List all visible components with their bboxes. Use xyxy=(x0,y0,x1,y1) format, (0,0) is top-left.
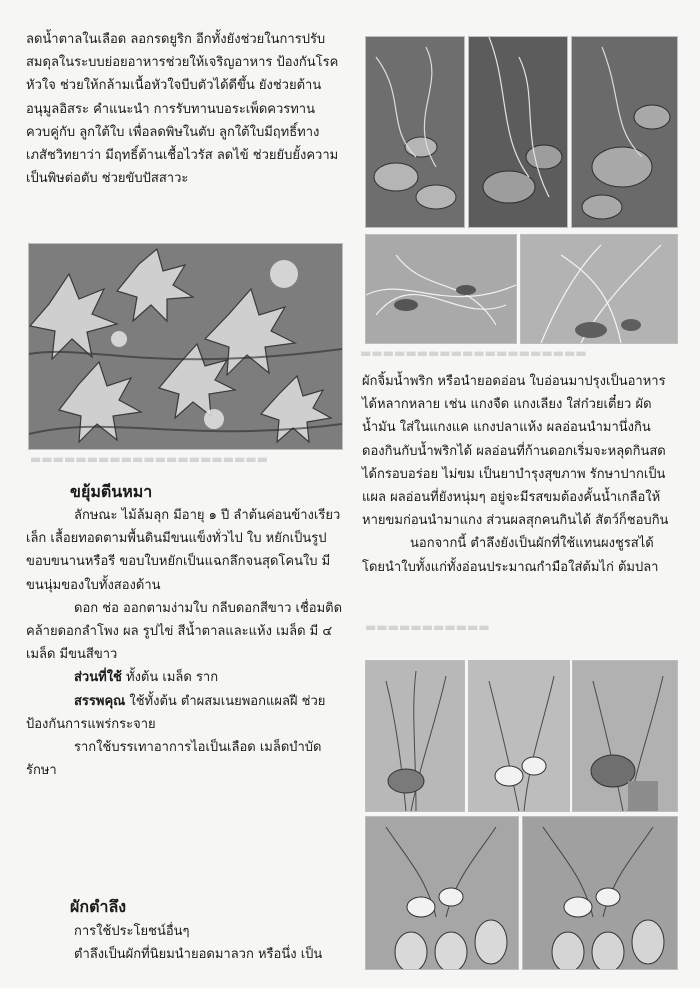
left-column xyxy=(26,28,344,190)
tamlueng-photo-5 xyxy=(522,816,678,970)
vine-photo-3 xyxy=(571,36,678,228)
tamlueng-uses-paragraph: ผักจิ้มน้ำพริก หรือนำยอดอ่อน ใบอ่อนมาปรุงเป็นอาหารได้หลากหลาย เช่น แกงจืด แกงเลียง ใส่ก๋วยเตี๋ยว ผัดน้ำมัน ใส่ในแกงแค แกงปลาแห้ง ผลอ่อนนำมานึ่งกิน ดองกินกับน้ำพริกได้ ผลอ่อนที่ก้านดอกเริ่มจะหลุดกินสดได้กรอบอร่อย ไม่ขม เป็นยาบำรุงสุขภาพ รักษาปากเป็นแผล ผลอ่อนที่ยังหนุ่มๆ อยู่จะมีรสขมต้องคั้นน้ำเกลือให้หายขมก่อนนำมาแกง ส่วนผลสุกคนกินได้ สัตว์ก็ชอบกิน xyxy=(362,374,669,529)
tamlueng-photo-1 xyxy=(365,660,465,812)
heading-tamlueng: ผักตำลึง xyxy=(70,897,127,916)
left-body xyxy=(26,504,344,782)
other-uses-title: การใช้ประโยชน์อื่นๆ xyxy=(74,924,190,939)
parts-used-text: ทั้งต้น เมล็ด ราก xyxy=(121,670,219,686)
top-paragraph: ลดน้ำตาลในเลือด ลอกรดยูริก อีกทั้งยังช่วยในการปรับสมดุลในระบบย่อยอาหารช่วยให้เจริญอาหาร ป้องกันโรคหัวใจ ช่วยให้กล้ามเนื้อหัวใจบีบตัวได้ดีขึ้น ยังช่วยต้านอนุมูลอิสระ คำแนะนำ การรับทานบอระเพ็ดควรทานควบคู่กับ ลูกใต้ใบ เพื่อลดพิษในตับ ลูกใต้ใบมีฤทธิ์ทางเภสัชวิทยาว่า มีฤทธิ์ต้านเชื้อไวรัส ลดไข้ ช่วยยับยั้งความเป็นพิษต่อตับ ช่วยขับปัสสาวะ xyxy=(26,32,339,187)
tamlueng-photo-3 xyxy=(572,660,678,812)
parts-used-label: ส่วนที่ใช้ xyxy=(74,670,122,686)
right-body xyxy=(362,370,677,579)
left-bottom xyxy=(26,920,344,966)
bleed-through-text: ▬▬▬▬▬▬▬▬▬▬▬▬▬▬▬▬▬▬▬▬▬ xyxy=(30,452,269,466)
flower-paragraph: ดอก ช่อ ออกตามง่ามใบ กลีบดอกสีขาว เชื่อมติดคล้ายดอกลำโพง ผล รูปไข่ สีน้ำตาลและแห้ง เมล็ด มี ๔ เมล็ด มีขนสีขาว xyxy=(26,600,343,663)
vine-photo-1 xyxy=(365,36,465,228)
tamlueng-photo-2 xyxy=(468,660,570,812)
bleed-through-text: ▬▬▬▬▬▬▬▬▬▬▬▬▬▬▬▬▬▬▬▬ xyxy=(360,346,587,360)
bleed-through-text: ▬▬▬▬▬▬▬▬▬▬▬ xyxy=(365,620,490,634)
tamlueng-photo-4 xyxy=(365,816,519,970)
msg-substitute-paragraph: นอกจากนี้ ตำลึงยังเป็นผักที่ใช้แทนผงชูรสได้ โดยนำใบทั้งแก่ทั้งอ่อนประมาณกำมือใส่ต้มไก่ ต้มปลา xyxy=(362,536,659,575)
description-paragraph: ลักษณะ ไม้ล้มลุก มีอายุ ๑ ปี ลำต้นค่อนข้างเรียวเล็ก เลื้อยทอดตามพื้นดินมีขนแข็งทั่วไป ใบ หยักเป็นรูปขอบขนานหรือรี ขอบใบหยักเป็นแฉกลึกจนสุดโคนใบ มีขนนุ่มของใบทั้งสองด้าน xyxy=(26,508,341,593)
tamlueng-intro: ตำลึงเป็นผักที่นิยมนำยอดมาลวก หรือนึ่ง เป็น xyxy=(74,947,323,963)
benefits-label: สรรพคุณ xyxy=(74,693,126,709)
heading-khayum-tin-ma: ขยุ้มตีนหมา xyxy=(70,482,153,501)
plant-photo-leaves xyxy=(28,243,343,450)
parts-used-line xyxy=(26,666,344,689)
benefits-line xyxy=(26,690,344,736)
vine-photo-5 xyxy=(520,234,678,344)
vine-photo-4 xyxy=(365,234,517,344)
root-paragraph: รากใช้บรรเทาอาการไอเป็นเลือด เมล็ดบำบัดรักษา xyxy=(26,740,322,779)
benefits-text: ใช้ทั้งต้น ตำผสมเนยพอกแผลฝี ช่วยป้องกันการแพร่กระจาย xyxy=(26,693,326,732)
vine-photo-2 xyxy=(468,36,568,228)
